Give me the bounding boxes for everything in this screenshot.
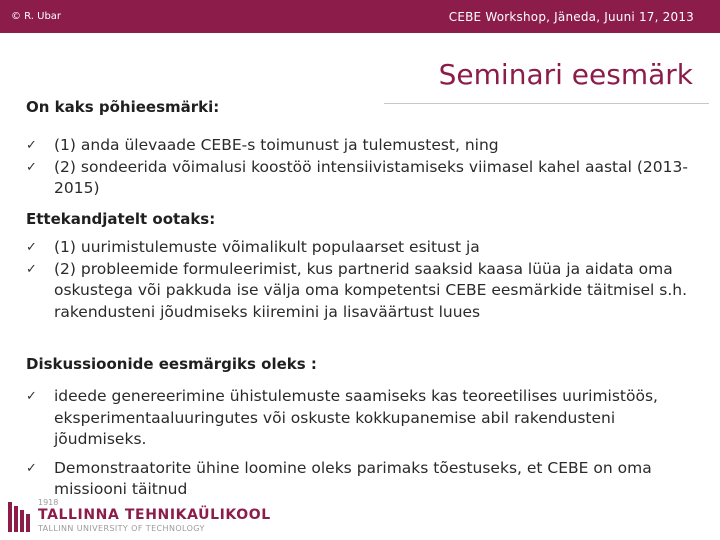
bullet-list-presenters: [26, 237, 706, 323]
copyright-text: © R. Ubar: [11, 11, 62, 22]
university-logo: [8, 498, 271, 536]
checkmark-icon: ✓: [26, 460, 37, 476]
list-item: [26, 135, 706, 157]
logo-emblem-icon: [8, 502, 30, 532]
list-item-text: (1) uurimistulemuste võimalikult populaarset esitust ja: [54, 238, 480, 256]
list-item: [26, 386, 706, 451]
title-divider: [384, 103, 709, 104]
logo-name: TALLINNA TEHNIKAÜLIKOOL: [38, 507, 271, 523]
list-item: [26, 237, 706, 259]
section-heading-main-goals: On kaks põhieesmärki:: [26, 98, 220, 116]
list-item-text: (1) anda ülevaade CEBE-s toimunust ja tulemustest, ning: [54, 136, 499, 154]
checkmark-icon: ✓: [26, 159, 37, 175]
list-item-text: ideede genereerimine ühistulemuste saamiseks kas teoreetilises uurimistöös, eksperimentaaluuringutes või oskuste kokkupanemise abil rakendusteni jõudmiseks.: [54, 387, 658, 448]
checkmark-icon: ✓: [26, 389, 37, 404]
bullet-list-discussions: [26, 386, 706, 501]
workshop-info: CEBE Workshop, Jäneda, Juuni 17, 2013: [448, 10, 694, 24]
logo-subtitle: TALLINN UNIVERSITY OF TECHNOLOGY: [38, 524, 205, 533]
header-bar: [0, 0, 720, 33]
slide-title: Seminari eesmärk: [438, 58, 693, 91]
section-heading-discussions: Diskussioonide eesmärgiks oleks :: [26, 355, 317, 373]
logo-year: 1918: [38, 498, 59, 507]
list-item-text: Demonstraatorite ühine loomine oleks parimaks tõestuseks, et CEBE on oma missiooni täitnud: [54, 458, 652, 498]
list-item: [26, 157, 706, 200]
checkmark-icon: ✓: [26, 240, 37, 255]
list-item-text: (2) probleemide formuleerimist, kus partnerid saaksid kaasa lüüa ja aidata oma oskustega või pakkuda ise välja oma kompetentsi CEBE eesmärkide täitmisel s.h. rakendusteni jõudmiseks kiiremini ja lisaväärtust luues: [54, 259, 688, 321]
list-item: [26, 259, 706, 324]
bullet-list-main-goals: [26, 135, 706, 200]
checkmark-icon: ✓: [26, 138, 37, 153]
checkmark-icon: ✓: [26, 261, 37, 277]
list-item: [26, 458, 706, 501]
list-item-text: (2) sondeerida võimalusi koostöö intensiivistamiseks viimasel kahel aastal (2013-2015): [54, 157, 688, 197]
section-heading-presenters: Ettekandjatelt ootaks:: [26, 210, 216, 228]
